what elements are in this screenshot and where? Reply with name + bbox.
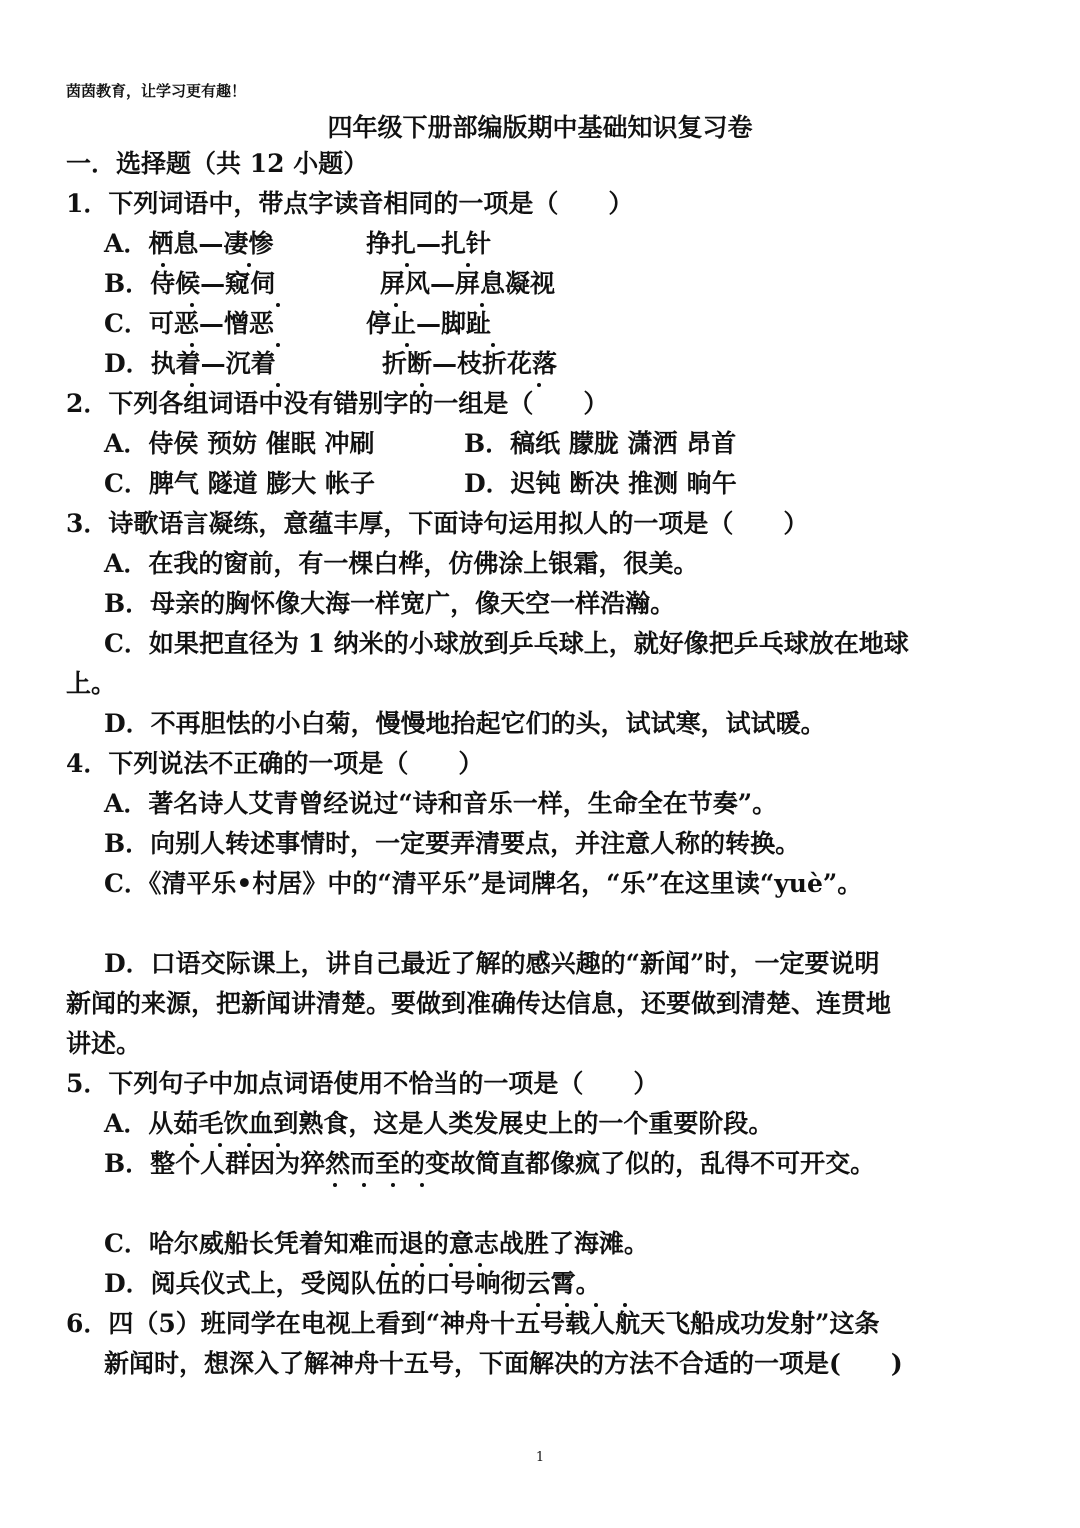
emphasis-dot — [276, 303, 280, 307]
emphasis-dot — [247, 1143, 251, 1147]
emphasis-dot — [391, 1263, 395, 1267]
question-4-option-d: D．口语交际课上，讲自己最近了解的感兴趣的“新闻”时，一定要说明 — [104, 949, 880, 978]
section-heading: 一．选择题（共 12 小题） — [66, 149, 369, 178]
header-slogan: 茵茵教育，让学习更有趣！ — [66, 82, 247, 100]
question-6-stem-continued: 新闻时，想深入了解神舟十五号，下面解决的方法不合适的一项是( ) — [104, 1349, 903, 1378]
emphasis-dot — [420, 383, 424, 387]
emphasis-dot — [276, 383, 280, 387]
emphasis-dot — [480, 303, 484, 307]
question-2-row-2 — [104, 468, 737, 500]
emphasis-dot — [420, 1263, 424, 1267]
emphasis-dot — [466, 263, 470, 267]
question-4-option-c: C．《清平乐•村居》中的“清平乐”是词牌名，“乐”在这里读“yuè”。 — [104, 869, 863, 898]
emphasis-dot — [190, 303, 194, 307]
question-1-option-a — [104, 228, 492, 260]
emphasis-dot — [391, 1183, 395, 1187]
option-c-right: 停止—脚趾 — [366, 309, 492, 338]
option-c-left: C．可恶—憎恶 — [104, 309, 274, 338]
option-a-left: A．栖息—凄惨 — [104, 229, 274, 258]
question-3-option-c: C．如果把直径为 1 纳米的小球放到乒乓球上，就好像把乒乓球放在地球 — [104, 629, 909, 658]
question-5-stem: 5．下列句子中加点词语使用不恰当的一项是（ ） — [66, 1069, 659, 1098]
question-4-stem: 4．下列说法不正确的一项是（ ） — [66, 749, 484, 778]
question-2-option-d: D．迟钝 断决 推测 晌午 — [464, 469, 737, 498]
question-1-option-d — [104, 348, 558, 380]
question-2-row-1 — [104, 428, 737, 460]
question-1-stem: 1．下列词语中，带点字读音相同的一项是（ ） — [66, 189, 634, 218]
emphasis-dot — [420, 1183, 424, 1187]
question-4-option-a: A．著名诗人艾青曾经说过“诗和音乐一样，生命全在节奏”。 — [104, 789, 778, 818]
question-2-option-a: A．侍侯 预妨 催眠 冲刷 — [104, 429, 375, 458]
emphasis-dot — [536, 1303, 540, 1307]
emphasis-dot — [478, 1263, 482, 1267]
emphasis-dot — [405, 263, 409, 267]
option-b-left: B．侍候—窥伺 — [104, 269, 276, 298]
question-5-option-b: B．整个人群因为猝然而至的变故简直都像疯了似的，乱得不可开交。 — [104, 1149, 876, 1178]
question-5-option-a: A．从茹毛饮血到熟食，这是人类发展史上的一个重要阶段。 — [104, 1109, 774, 1138]
emphasis-dot — [333, 1183, 337, 1187]
emphasis-dot — [565, 1303, 569, 1307]
emphasis-dot — [276, 1143, 280, 1147]
question-2-option-b: B．稿纸 朦胧 潇洒 昂首 — [464, 429, 737, 458]
emphasis-dot — [190, 383, 194, 387]
question-3-option-c-continued: 上。 — [66, 669, 117, 698]
emphasis-dot — [537, 383, 541, 387]
emphasis-dot — [405, 343, 409, 347]
emphasis-dot — [362, 1183, 366, 1187]
page-title: 四年级下册部编版期中基础知识复习卷 — [327, 113, 753, 142]
emphasis-dot — [190, 343, 194, 347]
question-3-option-d: D．不再胆怯的小白菊，慢慢地抬起它们的头，试试寒，试试暖。 — [104, 709, 826, 738]
emphasis-dot — [276, 343, 280, 347]
emphasis-dot — [491, 343, 495, 347]
question-1-option-c — [104, 308, 492, 340]
question-2-stem: 2．下列各组词语中没有错别字的一组是（ ） — [66, 389, 609, 418]
emphasis-dot — [247, 263, 251, 267]
emphasis-dot — [594, 1303, 598, 1307]
question-5-option-d: D．阅兵仪式上，受阅队伍的口号响彻云霄。 — [104, 1269, 601, 1298]
emphasis-dot — [190, 1143, 194, 1147]
page-number: 1 — [535, 1450, 545, 1465]
question-3-option-b: B．母亲的胸怀像大海一样宽广，像天空一样浩瀚。 — [104, 589, 676, 618]
emphasis-dot — [218, 1143, 222, 1147]
emphasis-dot — [161, 263, 165, 267]
question-5-option-c: C．哈尔威船长凭着知难而退的意志战胜了海滩。 — [104, 1229, 649, 1258]
question-3-stem: 3．诗歌语言凝练，意蕴丰厚，下面诗句运用拟人的一项是（ ） — [66, 509, 809, 538]
question-4-option-d-continued-2: 讲述。 — [66, 1029, 142, 1058]
option-a-right: 挣扎—扎针 — [366, 229, 492, 258]
question-6-stem: 6．四（5）班同学在电视上看到“神舟十五号载人航天飞船成功发射”这条 — [66, 1309, 880, 1338]
question-2-option-c: C．脾气 隧道 膨大 帐子 — [104, 469, 376, 498]
emphasis-dot — [623, 1303, 627, 1307]
question-4-option-d-continued-1: 新闻的来源，把新闻讲清楚。要做到准确传达信息，还要做到清楚、连贯地 — [66, 989, 892, 1018]
question-3-option-a: A．在我的窗前，有一棵白桦，仿佛涂上银霜，很美。 — [104, 549, 699, 578]
option-b-right: 屏风—屏息凝视 — [380, 269, 556, 298]
question-4-option-b: B．向别人转述事情时，一定要弄清要点，并注意人称的转换。 — [104, 829, 801, 858]
emphasis-dot — [449, 1263, 453, 1267]
question-1-option-b — [104, 268, 556, 300]
option-d-left: D．执着—沉着 — [104, 349, 276, 378]
emphasis-dot — [394, 303, 398, 307]
option-d-right: 折断—枝折花落 — [382, 349, 558, 378]
